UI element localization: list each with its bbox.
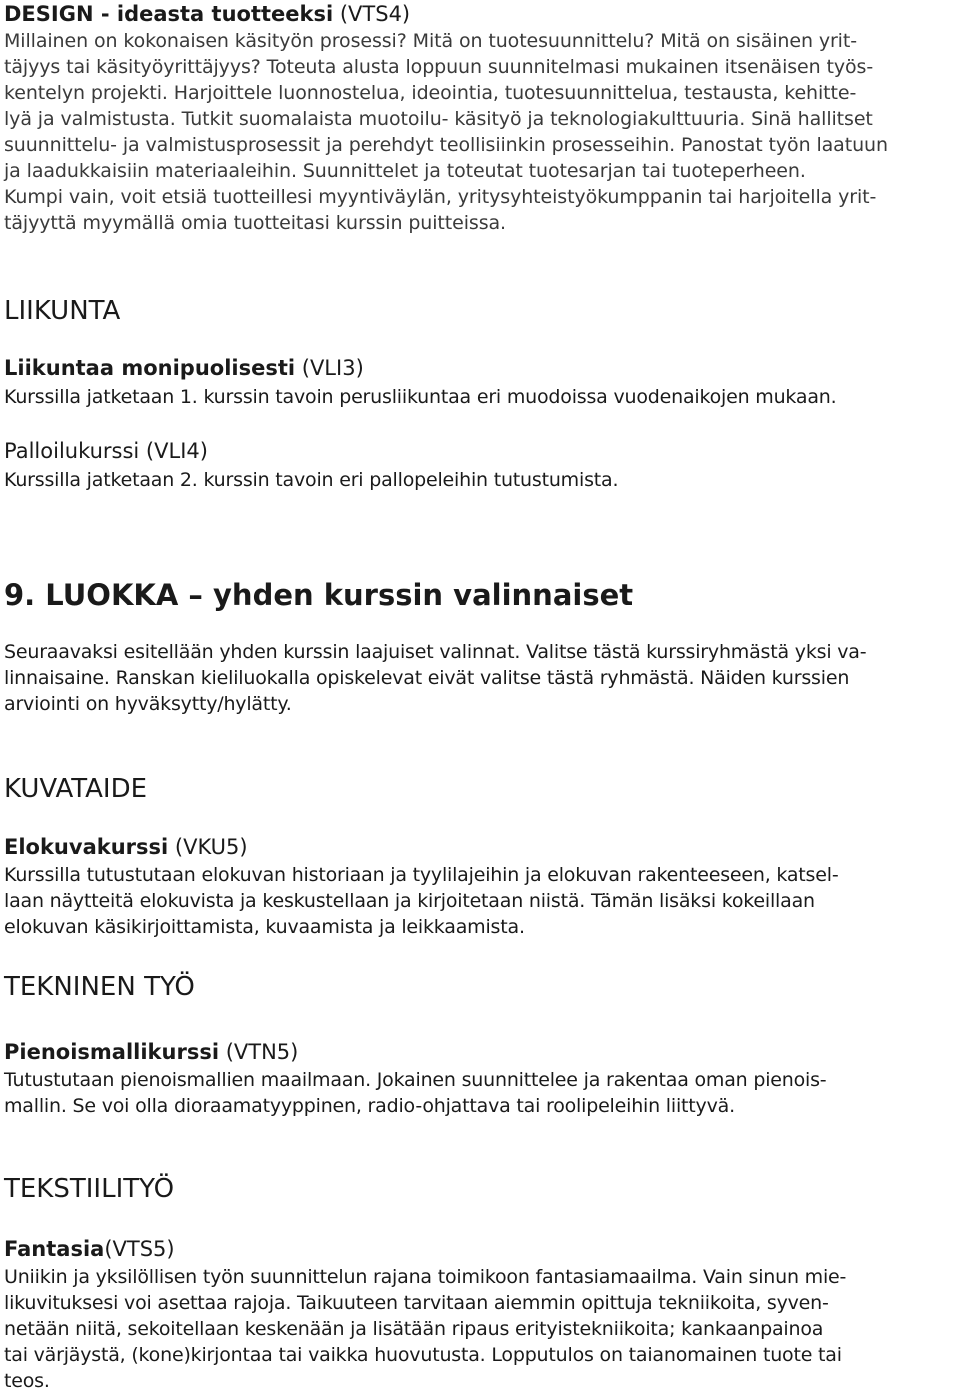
grade9-title: 9. LUOKKA – yhden kurssin valinnaiset (4, 578, 634, 612)
kuvataide-course-title (4, 833, 950, 861)
design-line: Millainen on kokonaisen käsityön prosessi? Mitä on tuotesuunnittelu? Mitä on sisäinen yrit- (4, 30, 857, 52)
tekstiili-line: netään niitä, sekoitellaan keskenään ja lisätään ripaus erityistekniikoita; kankaanpainoa (4, 1318, 824, 1340)
design-course-name: DESIGN - ideasta tuotteeksi (4, 2, 334, 26)
tekstiili-line: Uniikin ja yksilöllisen työn suunnittelun rajana toimikoon fantasiamaailma. Vain sinun mie- (4, 1266, 847, 1288)
design-line: lyä ja valmistusta. Tutkit suomalaista muotoilu- käsityö ja teknologiakulttuuria. Sinä hallitset (4, 108, 873, 130)
section-heading-liikunta: LIIKUNTA (4, 296, 121, 326)
design-line: ja laadukkaisiin materiaaleihin. Suunnittelet ja toteutat tuotesarjan tai tuoteperheen. (4, 160, 806, 182)
tekstiili-line: teos. (4, 1370, 50, 1392)
design-course-description (4, 28, 950, 236)
kuvataide-line: laan näytteitä elokuvista ja keskustellaan ja kirjoitetaan niistä. Tämän lisäksi kokeillaan (4, 890, 815, 912)
tekninen-course-title (4, 1038, 950, 1066)
grade9-line: linnaisaine. Ranskan kieliluokalla opiskelevat eivät valitse tästä ryhmästä. Näiden kurssien (4, 667, 850, 689)
tekninen-course-text (4, 1067, 950, 1119)
tekstiili-line: tai värjäystä, (kone)kirjontaa tai vaikka huovutusta. Lopputulos on taianomainen tuote tai (4, 1344, 842, 1366)
kuvataide-line: elokuvan käsikirjoittamista, kuvaamista ja leikkaamista. (4, 916, 525, 938)
tekninen-line: Tutustutaan pienoismallien maailmaan. Jokainen suunnittelee ja rakentaa oman pienois- (4, 1069, 827, 1091)
section-heading-kuvataide: KUVATAIDE (4, 774, 148, 804)
design-course-block (4, 0, 950, 28)
tekstiili-course-name: Fantasia (4, 1237, 105, 1261)
grade9-line: arviointi on hyväksytty/hylätty. (4, 693, 292, 715)
kuvataide-course-text (4, 862, 950, 940)
tekstiili-course-text (4, 1264, 950, 1394)
tekstiili-line: likuvituksesi voi asettaa rajoja. Taikuuteen tarvitaan aiemmin opittuja tekniikoita, syven- (4, 1292, 829, 1314)
design-course-title (4, 0, 950, 28)
liikunta-course1-text: Kurssilla jatketaan 1. kurssin tavoin perusliikuntaa eri muodoissa vuodenaikojen mukaan. (4, 386, 837, 408)
design-line: kentelyn projekti. Harjoittele luonnostelua, ideointia, tuotesuunnittelua, testausta, kehitte- (4, 82, 857, 104)
liikunta-course1-name: Liikuntaa monipuolisesti (4, 356, 296, 380)
design-line: täjyyttä myymällä omia tuotteitasi kurssin puitteissa. (4, 212, 506, 234)
kuvataide-line: Kurssilla tutustutaan elokuvan historiaan ja tyylilajeihin ja elokuvan rakenteeseen, katsel- (4, 864, 839, 886)
section-heading-tekninen: TEKNINEN TYÖ (4, 972, 195, 1002)
tekstiili-course-title (4, 1235, 950, 1263)
liikunta-course2-title: Palloilukurssi (VLI4) (4, 439, 208, 463)
grade9-line: Seuraavaksi esitellään yhden kurssin laajuiset valinnat. Valitse tästä kurssiryhmästä yksi va- (4, 641, 867, 663)
tekninen-course-name: Pienoismallikurssi (4, 1040, 220, 1064)
kuvataide-course-code: (VKU5) (168, 835, 248, 859)
design-line: suunnittelu- ja valmistusprosessit ja perehdyt teollisiinkin prosesseihin. Panostat työn laatuun (4, 134, 888, 156)
tekstiili-course-code: (VTS5) (104, 1237, 175, 1261)
liikunta-course2-text: Kurssilla jatketaan 2. kurssin tavoin eri pallopeleihin tutustumista. (4, 469, 619, 491)
tekninen-line: mallin. Se voi olla dioraamatyyppinen, radio-ohjattava tai roolipeleihin liittyvä. (4, 1095, 735, 1117)
tekninen-course-code: (VTN5) (219, 1040, 299, 1064)
liikunta-course1-code: (VLI3) (295, 356, 364, 380)
design-course-code: (VTS4) (333, 2, 411, 26)
design-line: täjyys tai käsityöyrittäjyys? Toteuta alusta loppuun suunnitelmasi mukainen itsenäisen työs- (4, 56, 874, 78)
kuvataide-course-name: Elokuvakurssi (4, 835, 169, 859)
section-heading-tekstiili: TEKSTIILITYÖ (4, 1174, 175, 1204)
liikunta-course1-title (4, 354, 950, 382)
design-line: Kumpi vain, voit etsiä tuotteillesi myyntiväylän, yritysyhteistyökumppanin tai harjoitella yrit- (4, 186, 877, 208)
grade9-description (4, 639, 950, 717)
